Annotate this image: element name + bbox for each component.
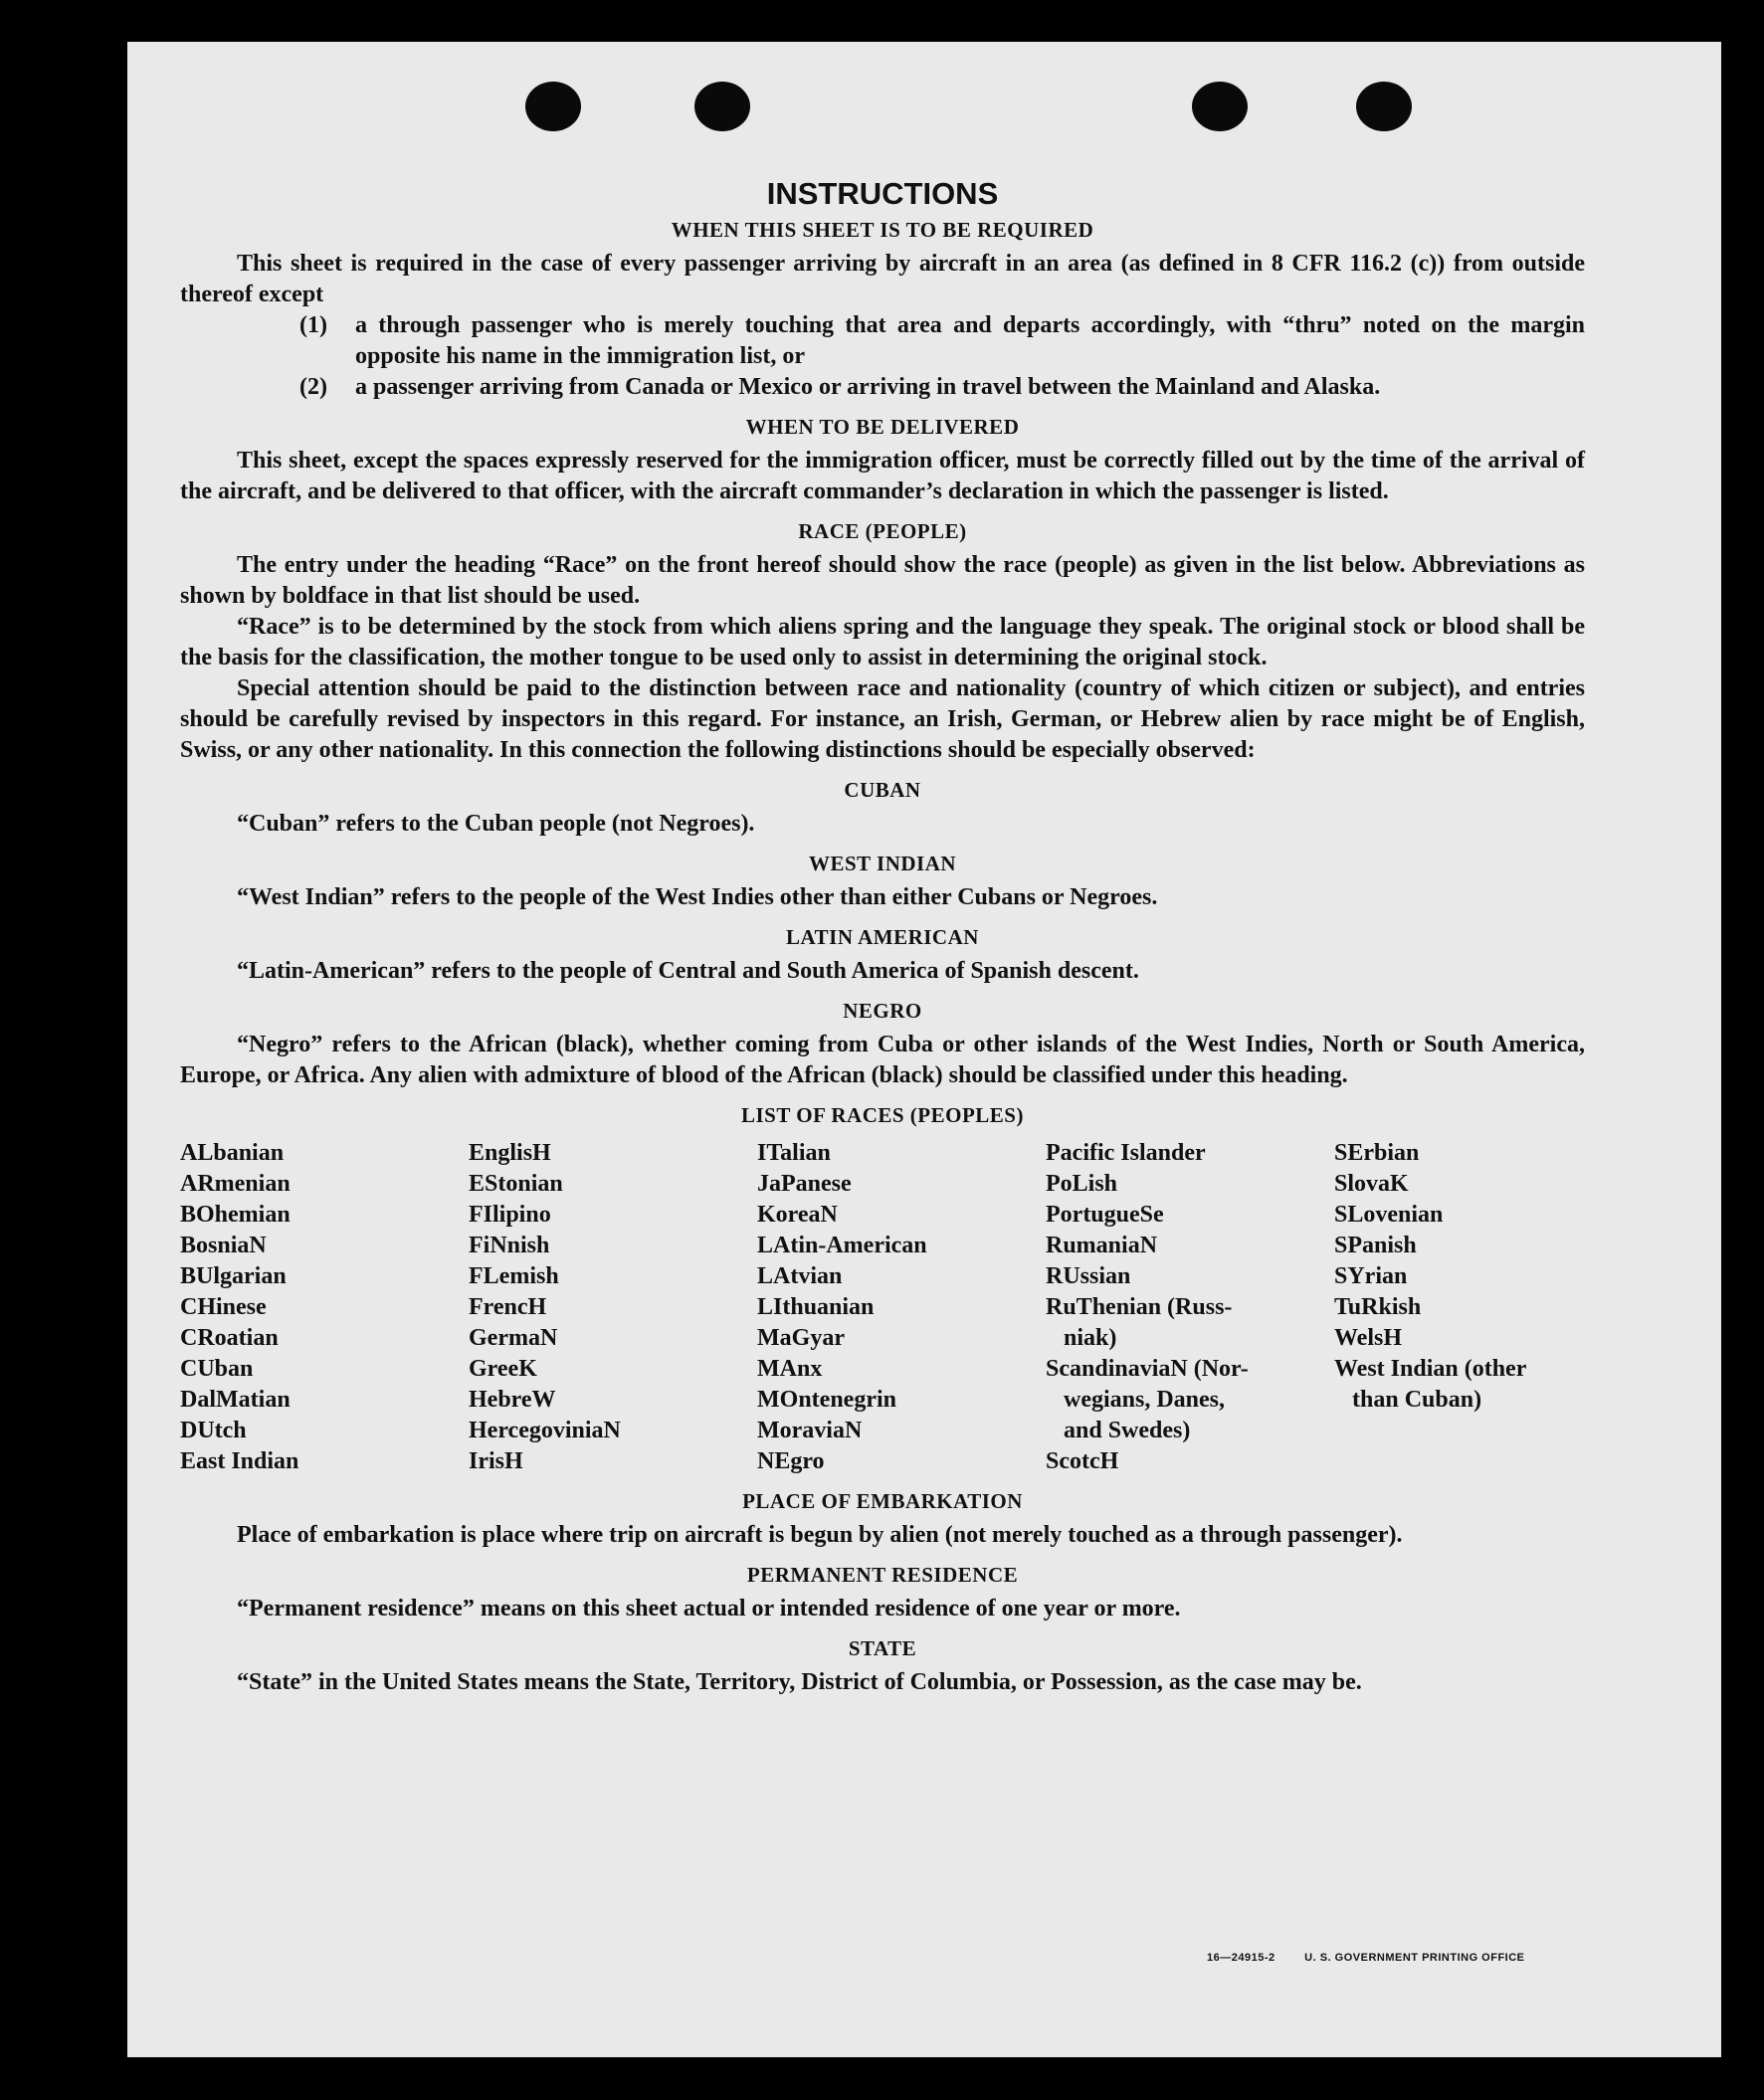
races-column — [180, 1138, 469, 1477]
race-entry: MAnx — [757, 1356, 823, 1382]
embarkation-text: Place of embarkation is place where trip on aircraft is begun by alien (not merely touched as a through passenger). — [237, 1522, 1403, 1548]
exception-text: a through passenger who is merely touching that area and departs accordingly, with “thru” noted on the margin opposite his name in the immigration list, or — [355, 312, 1585, 369]
race-paragraph-2: “Race” is to be determined by the stock from which aliens spring and the language they speak. The original stock or blood shall be the basis for the classification, the mother tongue to be used only to assist in determining the original stock. — [180, 614, 1585, 670]
punch-hole — [1356, 82, 1412, 131]
races-column — [757, 1138, 1046, 1477]
race-paragraph-3: Special attention should be paid to the distinction between race and nationality (country of which citizen or subject), and entries should be carefully revised by inspectors in this regard. For instance, an Irish, German, or Hebrew alien by race might be of English, Swiss, or any other nationality. In this connection the following distinctions should be especially observed: — [180, 675, 1585, 763]
races-list — [180, 1138, 1585, 1477]
race-entry: West Indian (other — [1334, 1356, 1527, 1382]
punch-hole — [694, 82, 750, 131]
section-heading-embarkation: PLACE OF EMBARKATION — [742, 1489, 1023, 1513]
section-heading-race: RACE (PEOPLE) — [798, 519, 967, 543]
section-heading-delivered: WHEN TO BE DELIVERED — [745, 415, 1020, 439]
race-entry: CUban — [180, 1356, 254, 1382]
exception-text: a passenger arriving from Canada or Mexico or arriving in travel between the Mainland and Alaska. — [355, 374, 1381, 400]
section-heading-required: WHEN THIS SHEET IS TO BE REQUIRED — [671, 218, 1094, 242]
race-entry: ScotcH — [1046, 1448, 1119, 1474]
exception-number: (2) — [299, 374, 327, 400]
race-entry: CRoatian — [180, 1325, 279, 1351]
race-entry: GreeK — [469, 1356, 537, 1382]
race-paragraph-1: The entry under the heading “Race” on the front hereof should show the race (people) as given in the list below. Abbreviations as shown by boldface in that list should be used. — [180, 552, 1585, 609]
punch-hole — [525, 82, 581, 131]
race-entry: SErbian — [1334, 1140, 1420, 1166]
race-entry: wegians, Danes, — [1046, 1387, 1226, 1413]
race-entry: BUlgarian — [180, 1263, 287, 1289]
race-entry: BosniaN — [180, 1233, 267, 1258]
race-entry: ALbanian — [180, 1140, 285, 1166]
punch-hole — [1192, 82, 1248, 131]
race-entry: Pacific Islander — [1046, 1140, 1206, 1166]
race-entry: SPanish — [1334, 1233, 1417, 1258]
race-entry: LIthuanian — [757, 1294, 875, 1320]
race-entry: RumaniaN — [1046, 1233, 1158, 1258]
exception-number: (1) — [299, 312, 327, 338]
race-entry: HercegoviniaN — [469, 1418, 621, 1443]
section-heading-races-list: LIST OF RACES (PEOPLES) — [741, 1103, 1024, 1127]
form-number: 16—24915-2 — [1207, 1952, 1275, 1964]
cuban-text: “Cuban” refers to the Cuban people (not Negroes). — [237, 811, 755, 837]
document-sheet — [127, 42, 1721, 2057]
race-entry: EStonian — [469, 1171, 563, 1197]
race-entry: FiNnish — [469, 1233, 550, 1258]
race-entry: FLemish — [469, 1263, 559, 1289]
race-entry: DalMatian — [180, 1387, 291, 1413]
race-entry: East Indian — [180, 1448, 299, 1474]
instructions-content — [180, 176, 1585, 1698]
race-entry: EnglisH — [469, 1140, 551, 1166]
race-entry: and Swedes) — [1046, 1418, 1191, 1443]
printer-imprint — [1207, 1952, 1525, 1964]
race-entry: ITalian — [757, 1140, 831, 1166]
race-entry: HebreW — [469, 1387, 556, 1413]
state-text: “State” in the United States means the State, Territory, District of Columbia, or Possession, as the case may be. — [237, 1669, 1362, 1695]
negro-text: “Negro” refers to the African (black), whether coming from Cuba or other islands of the West Indies, North or South America, Europe, or Africa. Any alien with admixture of blood of the African (black) should be classified under this heading. — [180, 1032, 1585, 1088]
races-column — [1046, 1138, 1334, 1477]
races-column — [1334, 1138, 1585, 1477]
race-entry: JaPanese — [757, 1171, 852, 1197]
race-entry: niak) — [1046, 1325, 1117, 1351]
race-entry: MoraviaN — [757, 1418, 863, 1443]
latin-american-text: “Latin-American” refers to the people of Central and South America of Spanish descent. — [237, 958, 1139, 984]
section-heading-negro: NEGRO — [843, 999, 922, 1023]
printer-name: U. S. GOVERNMENT PRINTING OFFICE — [1304, 1952, 1525, 1964]
west-indian-text: “West Indian” refers to the people of the West Indies other than either Cubans or Negroes. — [237, 884, 1158, 910]
race-entry: WelsH — [1334, 1325, 1403, 1351]
race-entry: PortugueSe — [1046, 1202, 1164, 1228]
race-entry: SYrian — [1334, 1263, 1408, 1289]
section-heading-west-indian: WEST INDIAN — [808, 852, 957, 875]
section-heading-state: STATE — [848, 1636, 917, 1660]
race-entry: ScandinaviaN (Nor- — [1046, 1356, 1249, 1382]
race-entry: ARmenian — [180, 1171, 291, 1197]
race-entry: MaGyar — [757, 1325, 845, 1351]
delivered-text: This sheet, except the spaces expressly reserved for the immigration officer, must be correctly filled out by the time of the arrival of the aircraft, and be delivered to that officer, with the aircraft commander’s declaration in which the passenger is listed. — [180, 448, 1585, 504]
race-entry: SlovaK — [1334, 1171, 1409, 1197]
required-intro: This sheet is required in the case of every passenger arriving by aircraft in an area (as defined in 8 CFR 116.2 (c)) from outside thereof except — [180, 251, 1585, 307]
exception-item — [180, 372, 1585, 403]
race-entry: SLovenian — [1334, 1202, 1444, 1228]
section-heading-residence: PERMANENT RESIDENCE — [746, 1563, 1019, 1587]
race-entry: BOhemian — [180, 1202, 291, 1228]
race-entry: KoreaN — [757, 1202, 838, 1228]
race-entry: RuThenian (Russ- — [1046, 1294, 1233, 1320]
race-entry: MOntenegrin — [757, 1387, 896, 1413]
race-entry: GermaN — [469, 1325, 558, 1351]
race-entry: TuRkish — [1334, 1294, 1422, 1320]
section-heading-cuban: CUBAN — [844, 778, 921, 802]
race-entry: than Cuban) — [1334, 1387, 1482, 1413]
race-entry: FIlipino — [469, 1202, 551, 1228]
race-entry: RUssian — [1046, 1263, 1131, 1289]
race-entry: CHinese — [180, 1294, 267, 1320]
race-entry: PoLish — [1046, 1171, 1118, 1197]
race-entry: LAtvian — [757, 1263, 843, 1289]
race-entry: FrencH — [469, 1294, 547, 1320]
race-entry: LAtin-American — [757, 1233, 927, 1258]
race-entry: NEgro — [757, 1448, 825, 1474]
race-entry: IrisH — [469, 1448, 523, 1474]
race-entry: DUtch — [180, 1418, 247, 1443]
page-title: INSTRUCTIONS — [766, 176, 999, 211]
exception-item — [180, 310, 1585, 372]
section-heading-latin-american: LATIN AMERICAN — [786, 925, 979, 949]
races-column — [469, 1138, 757, 1477]
residence-text: “Permanent residence” means on this sheet actual or intended residence of one year or more. — [237, 1596, 1181, 1622]
